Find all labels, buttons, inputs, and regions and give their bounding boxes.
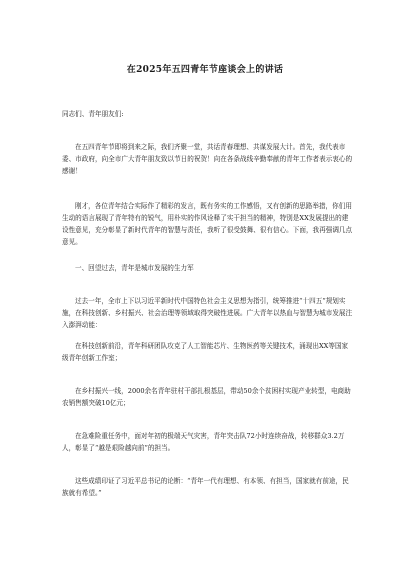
document-title: 在2025年五四青年节座谈会上的讲话 [126, 65, 284, 75]
paragraph-rural-revitalization: 在乡村振兴一线，2000余名青年驻村干部扎根基层，带动50余个贫困村实现产业转型，电商助农销售额突破10亿元； [62, 387, 351, 407]
paragraph-tech-innovation: 在科技创新前沿，青年科研团队攻克了人工智能芯片、生物医药等关键技术，涌现出XX等国家级青年创新工作室； [62, 342, 349, 362]
section-heading-1: 一、回望过去，青年是城市发展的生力军 [75, 264, 194, 272]
paragraph-quote: 这些成绩印证了习近平总书记的论断：“青年一代有理想、有本领、有担当，国家就有前途，民族就有希望。” [62, 477, 349, 497]
paragraph-opening: 在五四青年节即将到来之际，我们齐聚一堂，共话青春理想、共谋发展大计。首先，我代表市委、市政府，向全市广大青年朋友致以节日的祝贺！向在各条战线辛勤奉献的青年工作者表示衷心的感谢！ [62, 143, 353, 175]
paragraph-feedback: 刚才，各位青年结合实际作了精彩的发言，既有务实的工作感悟，又有创新的思路举措，你们用生动的语言展现了青年特有的锐气，用朴实的作风诠释了实干担当的精神，特别是XX发展提出的建设性意见，充分彰显了新时代青年的智慧与责任，我听了很受鼓舞、很有信心。下面，我再强调几点意见。 [62, 202, 353, 246]
salutation: 同志们、青年朋友们: [62, 110, 124, 118]
paragraph-review: 过去一年，全市上下以习近平新时代中国特色社会主义思想为指引，统筹推进“十四五”规划实施，在科技创新、乡村振兴、社会治理等领域取得突破性进展。广大青年以热血与智慧为城市发展注入澎湃动能： [62, 297, 353, 329]
paragraph-emergency-response: 在急难险重任务中，面对年初的极端天气灾害，青年突击队72小时连续奋战，转移群众3.2万人，彰显了“越是艰险越向前”的担当。 [62, 432, 345, 452]
